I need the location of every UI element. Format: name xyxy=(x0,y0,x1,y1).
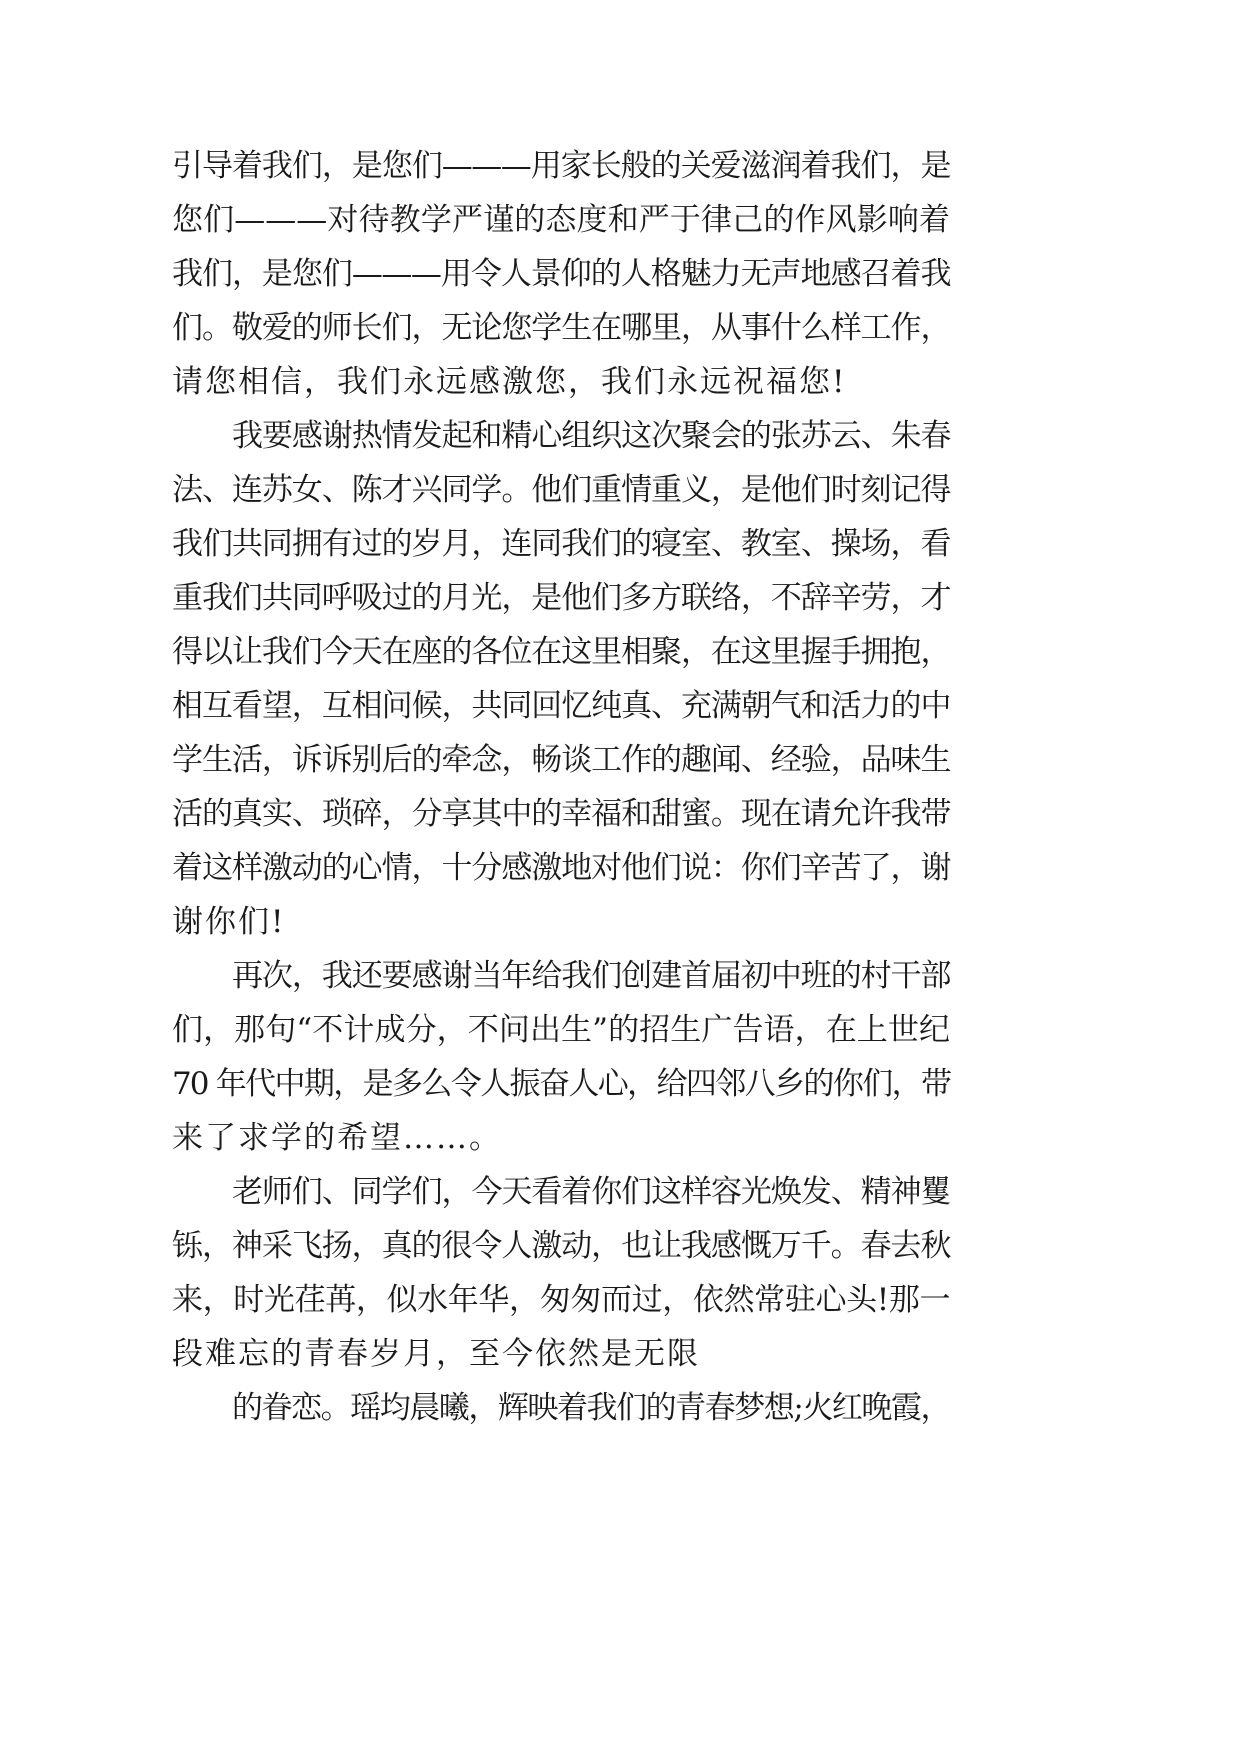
text-line: 法、连苏女、陈才兴同学。他们重情重义，是他们时刻记得 xyxy=(172,472,950,508)
text-line: 相互看望，互相问候，共同回忆纯真、充满朝气和活力的中 xyxy=(172,688,950,724)
text-line: 着这样激动的心情，十分感激地对他们说：你们辛苦了，谢 xyxy=(172,850,950,886)
text-line: 铄，神采飞扬，真的很令人激动，也让我感慨万千。春去秋 xyxy=(172,1228,950,1264)
text-line: 们，那句“不计成分，不问出生”的招生广告语，在上世纪 xyxy=(172,1012,950,1048)
text-line: 活的真实、琐碎，分享其中的幸福和甜蜜。现在请允许我带 xyxy=(172,796,950,832)
text-line: 您们———对待教学严谨的态度和严于律己的作风影响着 xyxy=(172,202,950,238)
text-line: 们。敬爱的师长们，无论您学生在哪里，从事什么样工作， xyxy=(172,310,950,346)
text-line: 重我们共同呼吸过的月光，是他们多方联络，不辞辛劳，才 xyxy=(172,580,950,616)
text-line: 的眷恋。瑶均晨曦，辉映着我们的青春梦想;火红晚霞， xyxy=(232,1390,950,1426)
text-line: 来了求学的希望……。 xyxy=(172,1120,502,1156)
text-line: 谢你们! xyxy=(172,904,286,940)
text-line: 段难忘的青春岁月，至今依然是无限 xyxy=(172,1336,700,1372)
text-line: 我要感谢热情发起和精心组织这次聚会的张苏云、朱春 xyxy=(232,418,950,454)
text-line: 我们，是您们———用令人景仰的人格魅力无声地感召着我 xyxy=(172,256,950,292)
text-line: 引导着我们，是您们———用家长般的关爱滋润着我们，是 xyxy=(172,148,950,184)
text-line: 请您相信，我们永远感激您，我们永远祝福您! xyxy=(172,364,847,400)
text-line: 再次，我还要感谢当年给我们创建首届初中班的村干部 xyxy=(232,958,950,994)
text-line: 得以让我们今天在座的各位在这里相聚，在这里握手拥抱， xyxy=(172,634,950,670)
text-line: 学生活，诉诉别后的牵念，畅谈工作的趣闻、经验，品味生 xyxy=(172,742,950,778)
text-line: 老师们、同学们，今天看着你们这样容光焕发、精神矍 xyxy=(232,1174,950,1210)
text-line: 70 年代中期，是多么令人振奋人心，给四邻八乡的你们，带 xyxy=(172,1066,950,1102)
text-line: 来，时光荏苒，似水年华，匆匆而过，依然常驻心头!那一 xyxy=(172,1282,950,1318)
text-line: 我们共同拥有过的岁月，连同我们的寝室、教室、操场，看 xyxy=(172,526,950,562)
